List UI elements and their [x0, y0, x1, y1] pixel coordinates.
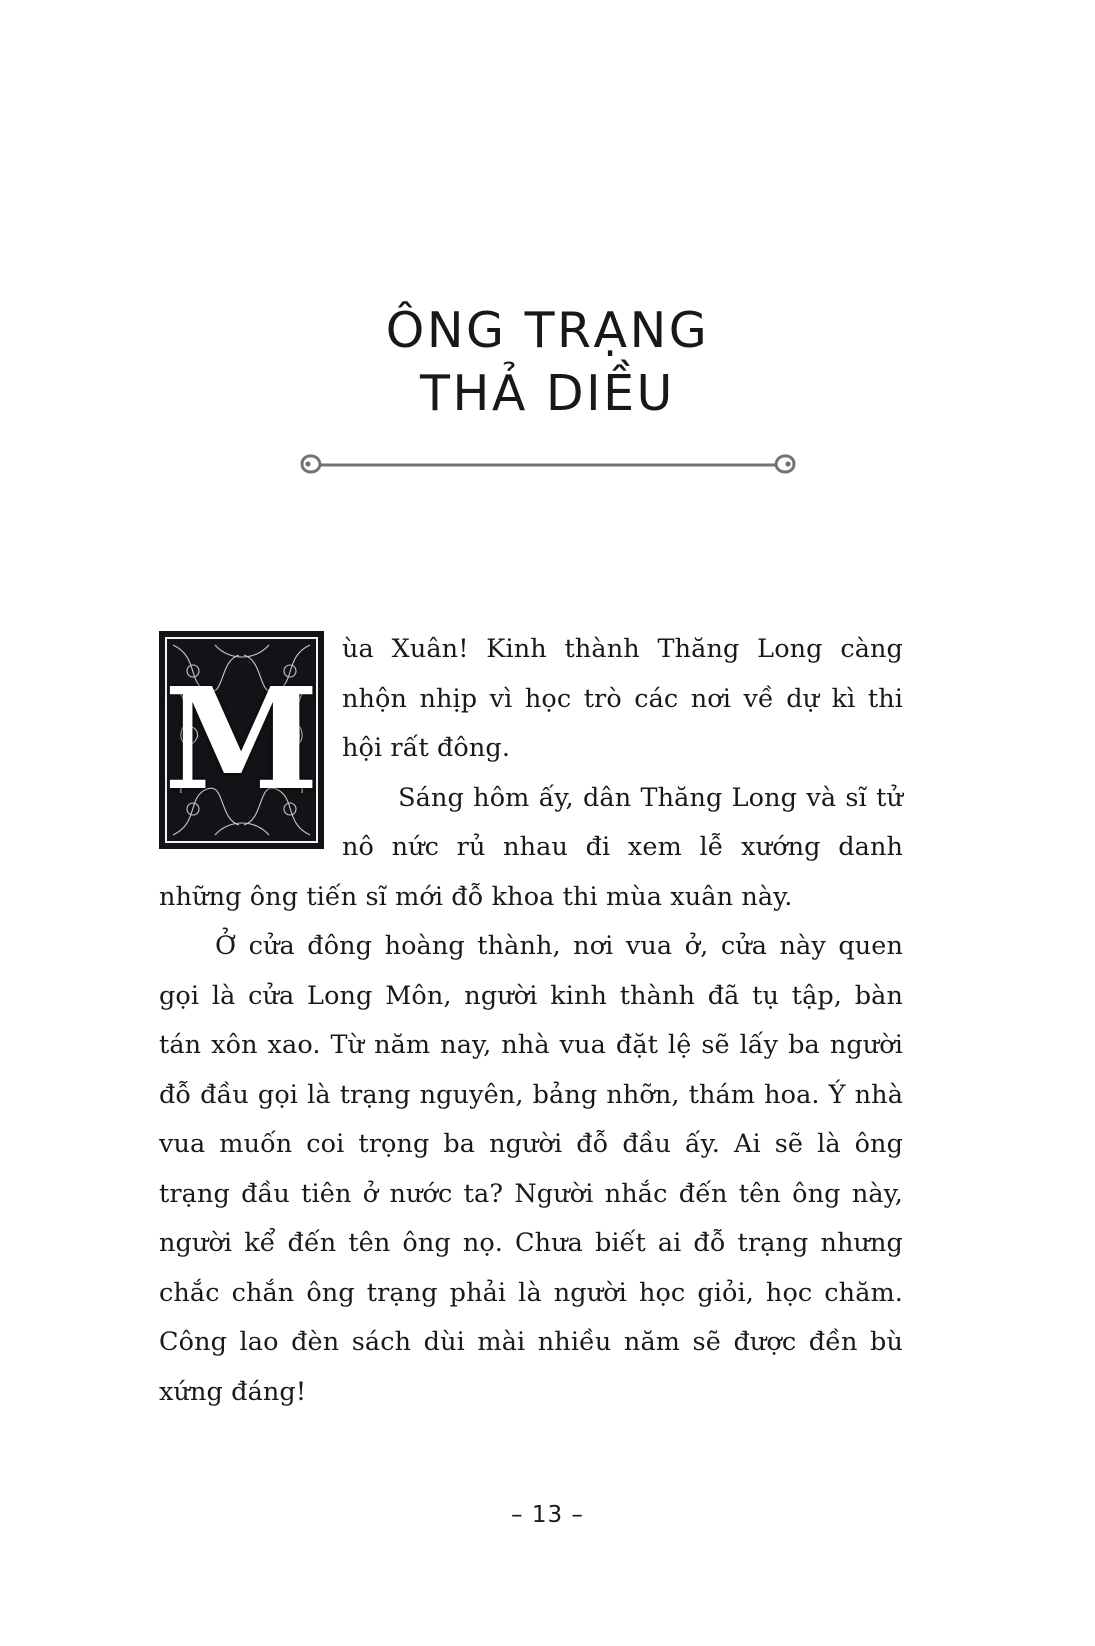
drop-cap-initial [159, 631, 324, 849]
paragraph-2: Sáng hôm ấy, dân Thăng Long và sĩ tử nô nức rủ nhau đi xem lễ xướng danh những ông tiến sĩ mới đỗ khoa thi mùa xuân này. [159, 782, 903, 912]
title-line-1: ÔNG TRẠNG [385, 302, 710, 359]
drop-cap-letter: M [164, 658, 319, 822]
paragraph-3: Ở cửa đông hoàng thành, nơi vua ở, cửa này quen gọi là cửa Long Môn, người kinh thành đã tụ tập, bàn tán xôn xao. Từ năm nay, nhà vua đặt lệ sẽ lấy ba người đỗ đầu gọi là trạng nguyên, bảng nhỡn, thám hoa. Ý nhà vua muốn coi trọng ba người đỗ đầu ấy. Ai sẽ là ông trạng đầu tiên ở nước ta? Người nhắc đến tên ông này, người kể đến tên ông nọ. Chưa biết ai đỗ trạng nhưng chắc chắn ông trạng phải là người học giỏi, học chăm. Công lao đèn sách dùi mài nhiều năm sẽ được đền bù xứng đáng! [159, 931, 903, 1407]
page-number: – 13 – [511, 1502, 584, 1528]
paragraph-1: ùa Xuân! Kinh thành Thăng Long càng nhộn nhịp vì học trò các nơi về dự kì thi hội rất đông. [342, 634, 903, 763]
body-text [159, 625, 903, 1417]
ornament-divider [0, 440, 1095, 490]
title-line-2: THẢ DIỀU [420, 364, 675, 422]
page-title [0, 300, 1095, 425]
divider-rule-icon [288, 445, 808, 485]
